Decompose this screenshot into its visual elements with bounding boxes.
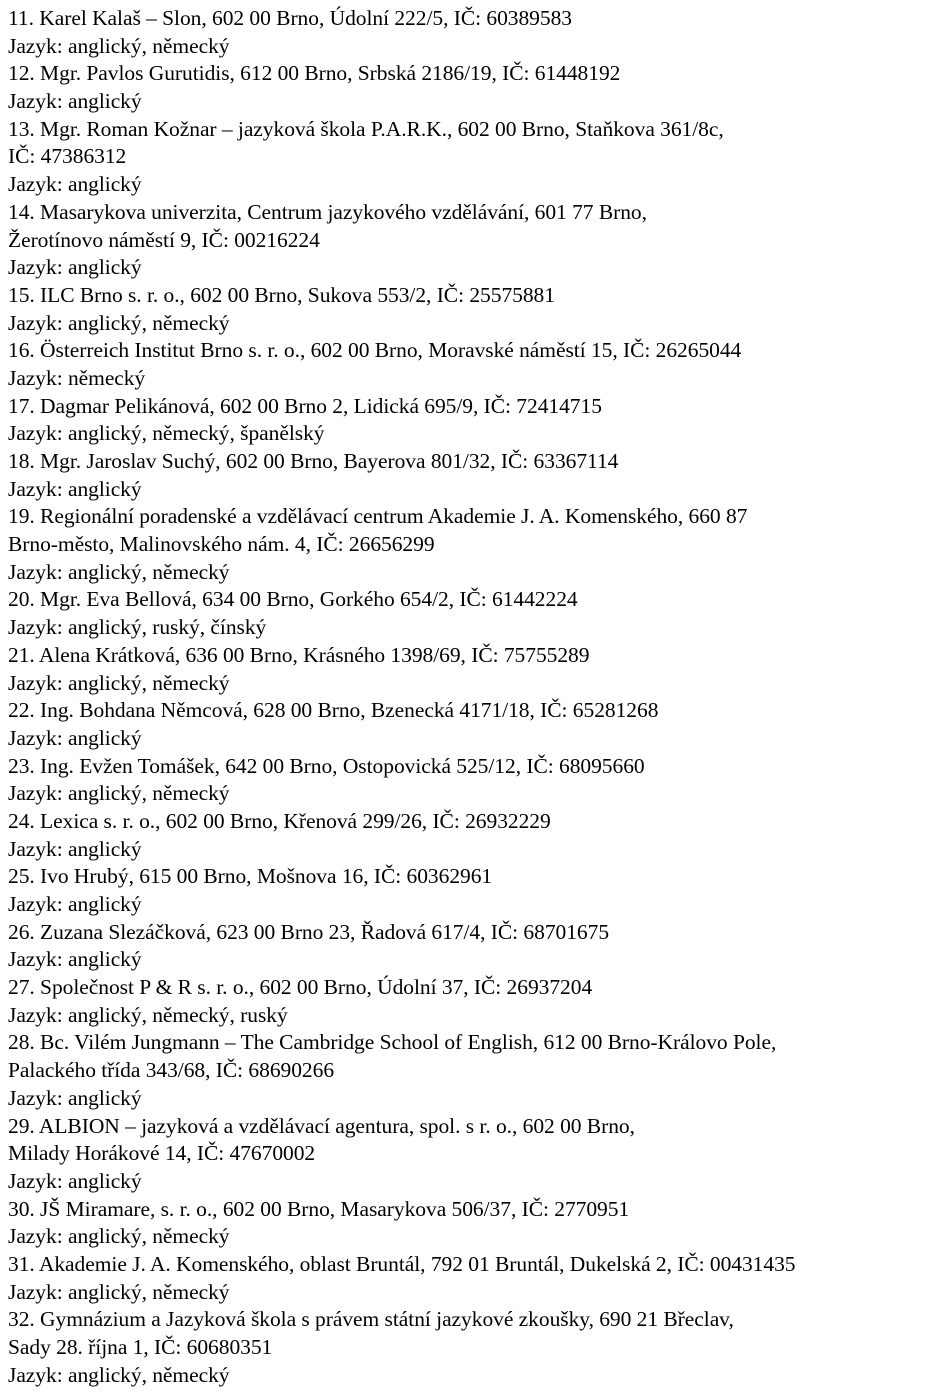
entry-28-language: Jazyk: anglický xyxy=(8,1085,142,1110)
entry-15-language: Jazyk: anglický, německý xyxy=(8,310,230,335)
entry-26-line-1: 26. Zuzana Slezáčková, 623 00 Brno 23, Řadová 617/4, IČ: 68701675 xyxy=(8,919,610,944)
entry-12-language: Jazyk: anglický xyxy=(8,89,142,114)
entry-12-line-1: 12. Mgr. Pavlos Gurutidis, 612 00 Brno, Srbská 2186/19, IČ: 61448192 xyxy=(8,61,621,86)
entry-22-line-1: 22. Ing. Bohdana Němcová, 628 00 Brno, Bzenecká 4171/18, IČ: 65281268 xyxy=(8,698,659,723)
entry-14-line-1: 14. Masarykova univerzita, Centrum jazykového vzdělávání, 601 77 Brno, xyxy=(8,199,647,224)
entry-19-line-2: Brno-město, Malinovského nám. 4, IČ: 26656299 xyxy=(8,532,435,557)
entry-16-language: Jazyk: německý xyxy=(8,365,146,390)
entry-20-line-1: 20. Mgr. Eva Bellová, 634 00 Brno, Gorkého 654/2, IČ: 61442224 xyxy=(8,587,578,612)
entry-24-line-1: 24. Lexica s. r. o., 602 00 Brno, Křenová 299/26, IČ: 26932229 xyxy=(8,808,551,833)
entry-24-language: Jazyk: anglický xyxy=(8,836,142,861)
entry-31-line-1: 31. Akademie J. A. Komenského, oblast Bruntál, 792 01 Bruntál, Dukelská 2, IČ: 00431435 xyxy=(8,1251,796,1276)
entry-13-line-1: 13. Mgr. Roman Kožnar – jazyková škola P.A.R.K., 602 00 Brno, Staňkova 361/8c, xyxy=(8,116,724,141)
entry-15-line-1: 15. ILC Brno s. r. o., 602 00 Brno, Sukova 553/2, IČ: 25575881 xyxy=(8,282,555,307)
entry-21-language: Jazyk: anglický, německý xyxy=(8,670,230,695)
entry-32-line-1: 32. Gymnázium a Jazyková škola s právem státní jazykové zkoušky, 690 21 Břeclav, xyxy=(8,1307,734,1332)
entry-23-line-1: 23. Ing. Evžen Tomášek, 642 00 Brno, Ostopovická 525/12, IČ: 68095660 xyxy=(8,753,645,778)
entry-29-line-2: Milady Horákové 14, IČ: 47670002 xyxy=(8,1141,316,1166)
entry-13-line-2: IČ: 47386312 xyxy=(8,144,127,169)
entry-17-language: Jazyk: anglický, německý, španělský xyxy=(8,421,325,446)
entry-21-line-1: 21. Alena Krátková, 636 00 Brno, Krásného 1398/69, IČ: 75755289 xyxy=(8,642,590,667)
entry-14-language: Jazyk: anglický xyxy=(8,255,142,280)
entry-13-language: Jazyk: anglický xyxy=(8,172,142,197)
entry-27-line-1: 27. Společnost P & R s. r. o., 602 00 Brno, Údolní 37, IČ: 26937204 xyxy=(8,975,593,1000)
entry-18-language: Jazyk: anglický xyxy=(8,476,142,501)
entry-30-language: Jazyk: anglický, německý xyxy=(8,1224,230,1249)
entry-32-language: Jazyk: anglický, německý xyxy=(8,1362,230,1387)
entry-19-language: Jazyk: anglický, německý xyxy=(8,559,230,584)
entry-18-line-1: 18. Mgr. Jaroslav Suchý, 602 00 Brno, Bayerova 801/32, IČ: 63367114 xyxy=(8,449,619,473)
document-page xyxy=(8,5,923,1389)
entry-17-line-1: 17. Dagmar Pelikánová, 602 00 Brno 2, Lidická 695/9, IČ: 72414715 xyxy=(8,393,602,418)
entry-23-language: Jazyk: anglický, německý xyxy=(8,781,230,806)
entry-31-language: Jazyk: anglický, německý xyxy=(8,1279,230,1304)
entry-25-line-1: 25. Ivo Hrubý, 615 00 Brno, Mošnova 16, IČ: 60362961 xyxy=(8,864,493,889)
entry-20-language: Jazyk: anglický, ruský, čínský xyxy=(8,615,267,640)
entry-28-line-1: 28. Bc. Vilém Jungmann – The Cambridge School of English, 612 00 Brno-Královo Pole, xyxy=(8,1030,777,1055)
entry-28-line-2: Palackého třída 343/68, IČ: 68690266 xyxy=(8,1058,335,1083)
entry-19-line-1: 19. Regionální poradenské a vzdělávací centrum Akademie J. A. Komenského, 660 87 xyxy=(8,504,748,529)
entry-26-language: Jazyk: anglický xyxy=(8,947,142,972)
entry-11-language: Jazyk: anglický, německý xyxy=(8,33,230,58)
entry-16-line-1: 16. Österreich Institut Brno s. r. o., 602 00 Brno, Moravské náměstí 15, IČ: 26265044 xyxy=(8,338,742,363)
entry-32-line-2: Sady 28. října 1, IČ: 60680351 xyxy=(8,1335,273,1359)
entry-27-language: Jazyk: anglický, německý, ruský xyxy=(8,1002,288,1027)
entry-14-line-2: Žerotínovo náměstí 9, IČ: 00216224 xyxy=(8,227,320,252)
entry-29-line-1: 29. ALBION – jazyková a vzdělávací agentura, spol. s r. o., 602 00 Brno, xyxy=(8,1113,635,1138)
entry-29-language: Jazyk: anglický xyxy=(8,1168,142,1193)
entry-11-line-1: 11. Karel Kalaš – Slon, 602 00 Brno, Údolní 222/5, IČ: 60389583 xyxy=(8,6,572,30)
entry-25-language: Jazyk: anglický xyxy=(8,892,142,916)
entry-22-language: Jazyk: anglický xyxy=(8,725,142,750)
entry-30-line-1: 30. JŠ Miramare, s. r. o., 602 00 Brno, Masarykova 506/37, IČ: 2770951 xyxy=(8,1196,630,1221)
